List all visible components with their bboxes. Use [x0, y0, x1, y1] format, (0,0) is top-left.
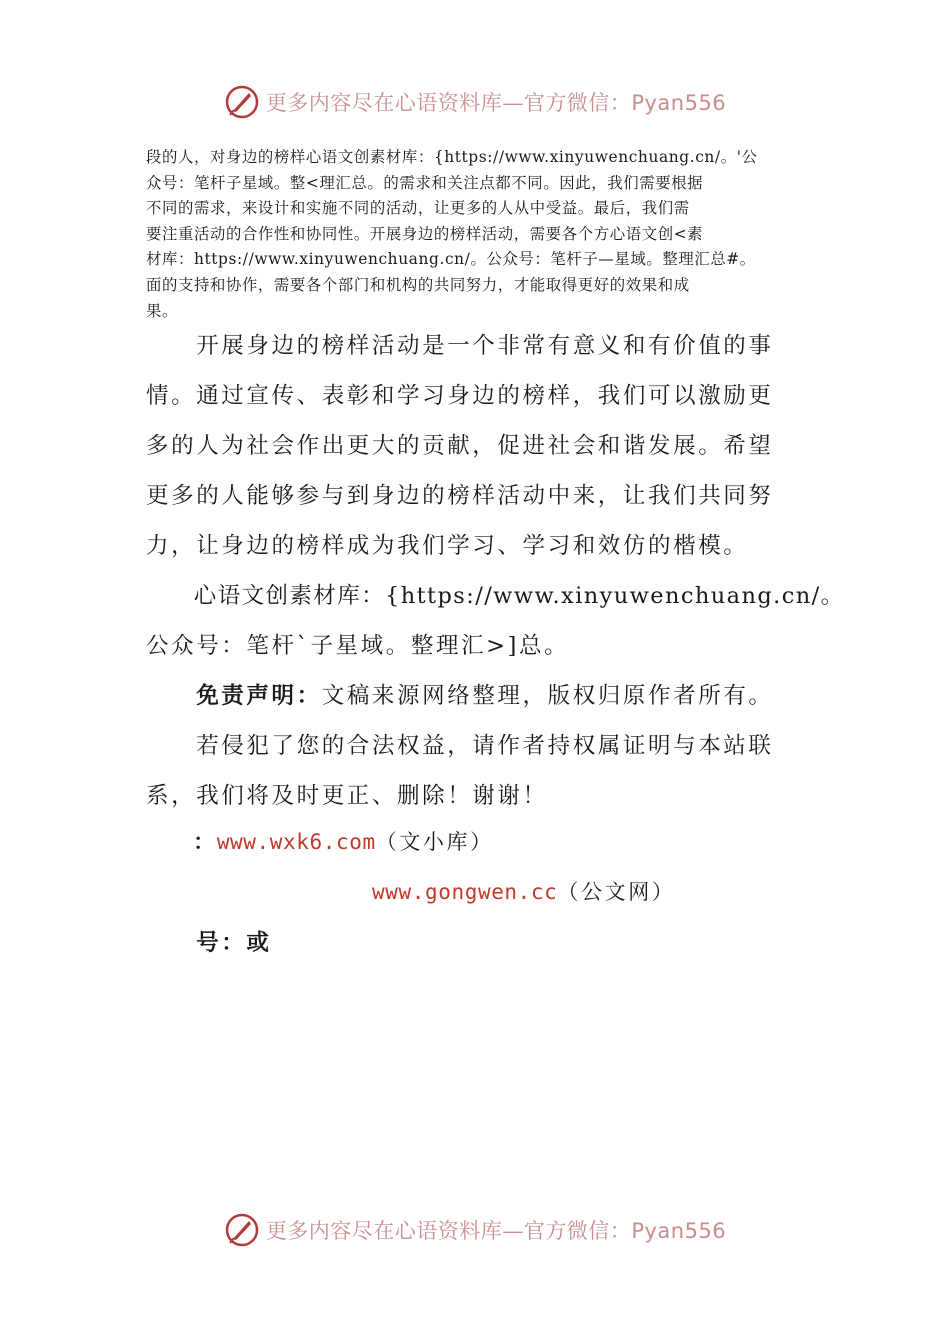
- banner-text: [266, 1215, 726, 1245]
- conclusion-line: 多的人为社会作出更大的贡献，促进社会和谐发展。希望: [146, 433, 774, 459]
- banner-main: 更多内容尽在心语资料库: [265, 91, 503, 115]
- banner-wechat-id: Pyan556: [631, 1219, 727, 1243]
- conclusion-line: 情。通过宣传、表彰和学习身边的榜样，我们可以激励更: [146, 383, 774, 409]
- source-note-line: 心语文创素材库：{https://www.xinyuwenchuang.cn/。: [146, 583, 845, 609]
- banner-official: 官方微信：: [523, 1219, 632, 1243]
- footer-label-text: 号：或: [196, 930, 272, 956]
- site2-link[interactable]: www.gongwen.cc: [372, 880, 558, 904]
- small-line: 众号：笔杆子星域。整<理汇总。的需求和关注点都不同。因此，我们需要根据: [146, 173, 704, 192]
- banner-text: [266, 87, 726, 117]
- quill-logo-icon: [224, 1212, 260, 1248]
- link-row-2: [372, 876, 950, 906]
- conclusion-line: 力，让身边的榜样成为我们学习、学习和效仿的楷模。: [146, 533, 749, 559]
- disclaimer-text: 文稿来源网络整理，版权归原作者所有。: [321, 683, 774, 709]
- footer-banner: [0, 1210, 950, 1250]
- banner-main: 更多内容尽在心语资料库: [265, 1219, 503, 1243]
- source-note-line: 公众号：笔杆`子星域。整理汇>]总。: [146, 633, 570, 659]
- banner-official: 官方微信：: [523, 91, 632, 115]
- small-line: 面的支持和协作，需要各个部门和机构的共同努力，才能取得更好的效果和成: [146, 275, 690, 294]
- banner-dash: —: [502, 1219, 524, 1243]
- small-line: 段的人，对身边的榜样心语文创素材库：{https://www.xinyuwenchuang.cn/。'公: [146, 148, 758, 166]
- disclaimer-label: 免责声明：: [196, 683, 322, 709]
- disclaimer-line3: 系，我们将及时更正、删除！谢谢！: [146, 783, 548, 809]
- banner-dash: —: [502, 91, 524, 115]
- header-banner: [0, 82, 950, 122]
- disclaimer: [146, 678, 806, 710]
- link-prefix: ：: [193, 829, 217, 854]
- small-paragraph: [146, 145, 804, 324]
- conclusion-line: 更多的人能够参与到身边的榜样活动中来，让我们共同努: [146, 483, 774, 509]
- footer-label: [146, 925, 806, 957]
- conclusion-line: 开展身边的榜样活动是一个非常有意义和有价值的事: [146, 333, 774, 359]
- small-line: 果。: [146, 301, 178, 320]
- quill-logo-icon: [224, 84, 260, 120]
- banner-wechat-id: Pyan556: [631, 91, 727, 115]
- small-line: 要注重活动的合作性和协同性。开展身边的榜样活动，需要各个方心语文创<素: [146, 224, 704, 243]
- disclaimer-line: [146, 728, 806, 760]
- site1-name: （文小库）: [375, 830, 494, 854]
- link-row-1: [146, 826, 806, 856]
- small-line: 材库：https://www.xinyuwenchuang.cn/。公众号：笔杆子—星域。整理汇总#。: [146, 250, 756, 269]
- site1-link[interactable]: www.wxk6.com: [216, 830, 376, 854]
- site2-name: （公文网）: [557, 880, 676, 904]
- small-line: 不同的需求，来设计和实施不同的活动，让更多的人从中受益。最后，我们需: [146, 199, 690, 218]
- disclaimer-line2: 若侵犯了您的合法权益，请作者持权属证明与本站联: [196, 733, 774, 759]
